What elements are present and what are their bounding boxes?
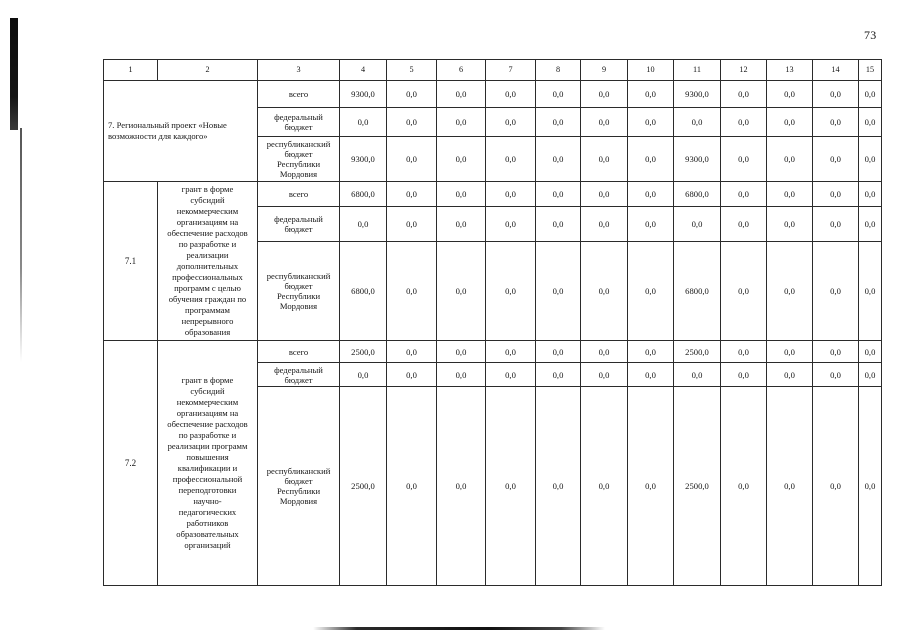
item-code: 7.2 bbox=[104, 341, 158, 586]
value-cell: 9300,0 bbox=[340, 137, 387, 182]
value-cell: 0,0 bbox=[340, 108, 387, 137]
value-cell: 0,0 bbox=[437, 182, 486, 207]
funding-source: республиканский бюджет Республики Мордовия bbox=[258, 137, 340, 182]
funding-source: федеральный бюджет bbox=[258, 363, 340, 387]
value-cell: 0,0 bbox=[859, 387, 882, 586]
value-cell: 0,0 bbox=[581, 207, 628, 242]
column-number-header: 14 bbox=[813, 60, 859, 81]
value-cell: 0,0 bbox=[536, 182, 581, 207]
value-cell: 0,0 bbox=[437, 207, 486, 242]
value-cell: 0,0 bbox=[859, 341, 882, 363]
column-number-header: 5 bbox=[387, 60, 437, 81]
column-number-header: 7 bbox=[486, 60, 536, 81]
column-number-header: 11 bbox=[674, 60, 721, 81]
value-cell: 0,0 bbox=[581, 363, 628, 387]
value-cell: 0,0 bbox=[767, 363, 813, 387]
value-cell: 0,0 bbox=[859, 81, 882, 108]
value-cell: 0,0 bbox=[674, 108, 721, 137]
value-cell: 0,0 bbox=[536, 242, 581, 341]
value-cell: 6800,0 bbox=[674, 242, 721, 341]
value-cell: 0,0 bbox=[674, 363, 721, 387]
value-cell: 0,0 bbox=[767, 81, 813, 108]
funding-source: федеральный бюджет bbox=[258, 108, 340, 137]
item-description: грант в форме субсидий некоммерческим организациям на обеспечение расходов по разработке и реализации дополнительных профессиональных программ с целью обучения граждан по программам непрерывного образования bbox=[158, 182, 258, 341]
value-cell: 0,0 bbox=[859, 182, 882, 207]
table-header-row bbox=[104, 60, 882, 81]
column-number-header: 2 bbox=[158, 60, 258, 81]
value-cell: 0,0 bbox=[721, 207, 767, 242]
value-cell: 0,0 bbox=[437, 341, 486, 363]
table-row bbox=[104, 81, 882, 108]
value-cell: 0,0 bbox=[813, 341, 859, 363]
funding-source: всего bbox=[258, 341, 340, 363]
value-cell: 0,0 bbox=[813, 387, 859, 586]
value-cell: 0,0 bbox=[387, 242, 437, 341]
value-cell: 0,0 bbox=[486, 137, 536, 182]
value-cell: 0,0 bbox=[387, 341, 437, 363]
value-cell: 0,0 bbox=[387, 137, 437, 182]
value-cell: 0,0 bbox=[387, 207, 437, 242]
value-cell: 0,0 bbox=[628, 108, 674, 137]
value-cell: 0,0 bbox=[486, 207, 536, 242]
value-cell: 0,0 bbox=[581, 81, 628, 108]
funding-source: всего bbox=[258, 182, 340, 207]
value-cell: 2500,0 bbox=[674, 341, 721, 363]
value-cell: 2500,0 bbox=[340, 341, 387, 363]
value-cell: 9300,0 bbox=[340, 81, 387, 108]
value-cell: 2500,0 bbox=[340, 387, 387, 586]
value-cell: 0,0 bbox=[721, 242, 767, 341]
value-cell: 0,0 bbox=[536, 108, 581, 137]
value-cell: 0,0 bbox=[486, 363, 536, 387]
value-cell: 0,0 bbox=[859, 108, 882, 137]
table-row bbox=[104, 341, 882, 363]
value-cell: 0,0 bbox=[859, 207, 882, 242]
table-body bbox=[104, 81, 882, 586]
column-number-header: 9 bbox=[581, 60, 628, 81]
value-cell: 0,0 bbox=[813, 363, 859, 387]
funding-source: федеральный бюджет bbox=[258, 207, 340, 242]
value-cell: 0,0 bbox=[437, 81, 486, 108]
value-cell: 0,0 bbox=[387, 81, 437, 108]
table-row bbox=[104, 182, 882, 207]
value-cell: 9300,0 bbox=[674, 81, 721, 108]
value-cell: 0,0 bbox=[628, 242, 674, 341]
value-cell: 0,0 bbox=[721, 341, 767, 363]
value-cell: 6800,0 bbox=[674, 182, 721, 207]
value-cell: 0,0 bbox=[486, 242, 536, 341]
value-cell: 0,0 bbox=[767, 387, 813, 586]
page-number: 73 bbox=[864, 28, 877, 42]
value-cell: 0,0 bbox=[486, 341, 536, 363]
value-cell: 0,0 bbox=[581, 137, 628, 182]
value-cell: 0,0 bbox=[581, 108, 628, 137]
value-cell: 0,0 bbox=[767, 108, 813, 137]
value-cell: 0,0 bbox=[581, 387, 628, 586]
column-number-header: 8 bbox=[536, 60, 581, 81]
value-cell: 0,0 bbox=[628, 137, 674, 182]
value-cell: 0,0 bbox=[581, 341, 628, 363]
value-cell: 0,0 bbox=[387, 387, 437, 586]
budget-table bbox=[103, 59, 882, 586]
scan-artifact-left-bar bbox=[10, 18, 18, 130]
scan-artifact-left-line bbox=[20, 128, 22, 362]
value-cell: 0,0 bbox=[813, 81, 859, 108]
value-cell: 0,0 bbox=[859, 137, 882, 182]
value-cell: 0,0 bbox=[767, 242, 813, 341]
value-cell: 0,0 bbox=[581, 242, 628, 341]
column-number-header: 1 bbox=[104, 60, 158, 81]
column-number-header: 10 bbox=[628, 60, 674, 81]
value-cell: 0,0 bbox=[340, 363, 387, 387]
value-cell: 0,0 bbox=[437, 363, 486, 387]
value-cell: 0,0 bbox=[387, 182, 437, 207]
value-cell: 0,0 bbox=[536, 387, 581, 586]
section-title: 7. Региональный проект «Новые возможности для каждого» bbox=[104, 81, 258, 182]
value-cell: 0,0 bbox=[813, 207, 859, 242]
value-cell: 0,0 bbox=[628, 207, 674, 242]
value-cell: 0,0 bbox=[721, 137, 767, 182]
value-cell: 0,0 bbox=[628, 81, 674, 108]
value-cell: 0,0 bbox=[813, 137, 859, 182]
value-cell: 0,0 bbox=[859, 242, 882, 341]
value-cell: 0,0 bbox=[721, 387, 767, 586]
value-cell: 0,0 bbox=[721, 182, 767, 207]
value-cell: 0,0 bbox=[813, 108, 859, 137]
value-cell: 0,0 bbox=[437, 387, 486, 586]
value-cell: 0,0 bbox=[721, 363, 767, 387]
funding-source: республиканский бюджет Республики Мордовия bbox=[258, 387, 340, 586]
value-cell: 0,0 bbox=[340, 207, 387, 242]
value-cell: 0,0 bbox=[536, 81, 581, 108]
value-cell: 0,0 bbox=[486, 108, 536, 137]
value-cell: 0,0 bbox=[437, 137, 486, 182]
value-cell: 6800,0 bbox=[340, 242, 387, 341]
value-cell: 9300,0 bbox=[674, 137, 721, 182]
value-cell: 0,0 bbox=[859, 363, 882, 387]
value-cell: 0,0 bbox=[767, 182, 813, 207]
value-cell: 0,0 bbox=[536, 207, 581, 242]
item-code: 7.1 bbox=[104, 182, 158, 341]
value-cell: 0,0 bbox=[767, 207, 813, 242]
value-cell: 0,0 bbox=[536, 363, 581, 387]
value-cell: 0,0 bbox=[486, 182, 536, 207]
value-cell: 0,0 bbox=[536, 341, 581, 363]
value-cell: 0,0 bbox=[813, 242, 859, 341]
column-number-header: 12 bbox=[721, 60, 767, 81]
value-cell: 0,0 bbox=[437, 108, 486, 137]
value-cell: 0,0 bbox=[387, 363, 437, 387]
column-number-header: 6 bbox=[437, 60, 486, 81]
scan-artifact-bottom-line bbox=[313, 627, 605, 630]
value-cell: 0,0 bbox=[721, 108, 767, 137]
value-cell: 0,0 bbox=[486, 387, 536, 586]
value-cell: 0,0 bbox=[628, 363, 674, 387]
value-cell: 0,0 bbox=[628, 387, 674, 586]
column-number-header: 15 bbox=[859, 60, 882, 81]
funding-source: республиканский бюджет Республики Мордовия bbox=[258, 242, 340, 341]
item-description: грант в форме субсидий некоммерческим организациям на обеспечение расходов по разработке и реализации программ повышения квалификации и профессиональной переподготовки научно- педагогических работников образовательных организаций bbox=[158, 341, 258, 586]
value-cell: 0,0 bbox=[767, 137, 813, 182]
column-number-header: 13 bbox=[767, 60, 813, 81]
value-cell: 0,0 bbox=[721, 81, 767, 108]
value-cell: 0,0 bbox=[813, 182, 859, 207]
value-cell: 0,0 bbox=[628, 182, 674, 207]
value-cell: 6800,0 bbox=[340, 182, 387, 207]
value-cell: 0,0 bbox=[581, 182, 628, 207]
value-cell: 0,0 bbox=[628, 341, 674, 363]
column-number-header: 3 bbox=[258, 60, 340, 81]
value-cell: 0,0 bbox=[767, 341, 813, 363]
value-cell: 0,0 bbox=[674, 207, 721, 242]
value-cell: 0,0 bbox=[437, 242, 486, 341]
value-cell: 2500,0 bbox=[674, 387, 721, 586]
value-cell: 0,0 bbox=[536, 137, 581, 182]
funding-source: всего bbox=[258, 81, 340, 108]
value-cell: 0,0 bbox=[387, 108, 437, 137]
value-cell: 0,0 bbox=[486, 81, 536, 108]
column-number-header: 4 bbox=[340, 60, 387, 81]
